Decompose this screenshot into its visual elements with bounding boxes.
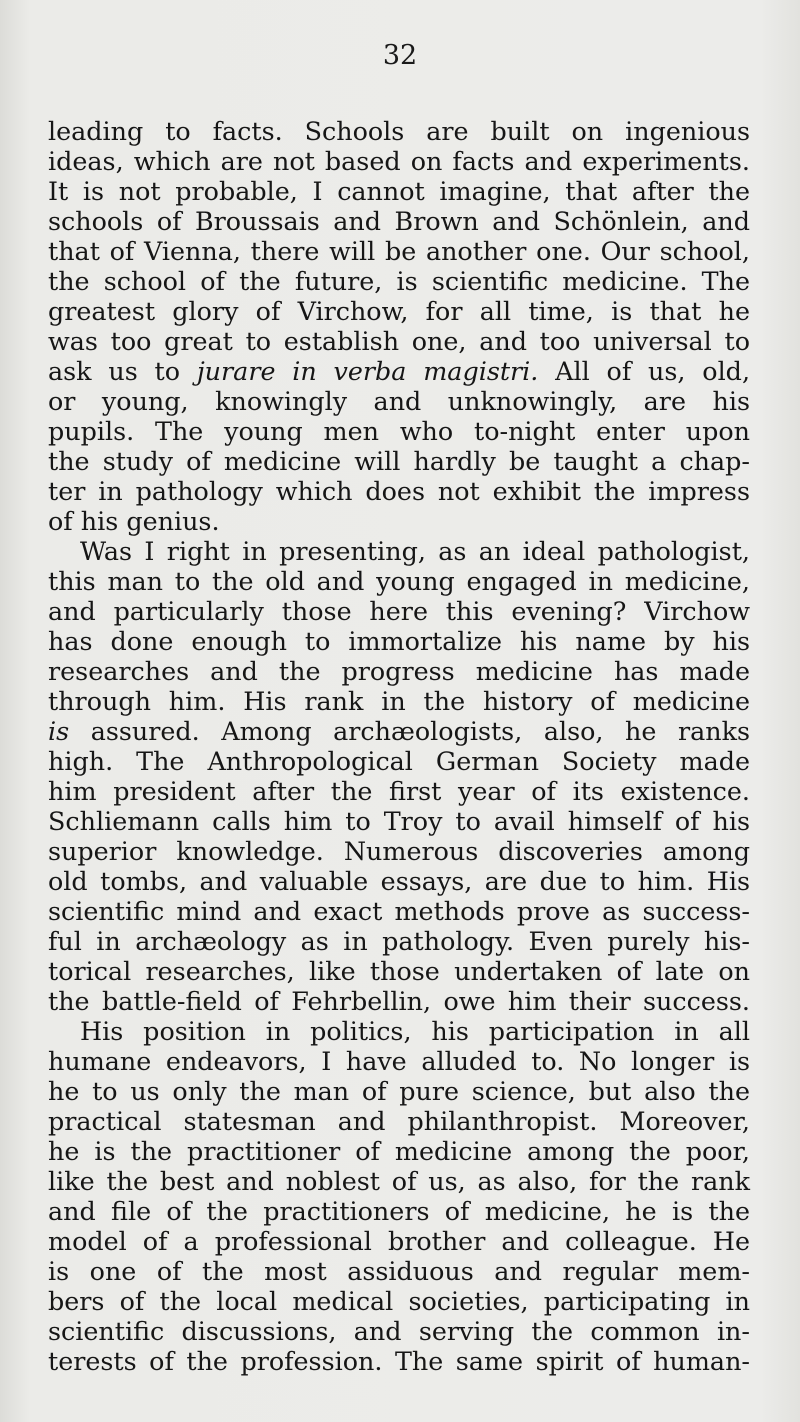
text-line: ter in pathology which does not exhibit the impress: [48, 476, 750, 506]
page-number: 32: [382, 40, 418, 71]
text-line: this man to the old and young engaged in medicine,: [48, 566, 750, 596]
text-line: he is the practitioner of medicine among the poor,: [48, 1136, 750, 1166]
text-line: of his genius.: [48, 506, 220, 536]
text-line: It is not probable, I cannot imagine, that after the: [48, 176, 750, 206]
text-line: and particularly those here this evening? Virchow: [48, 596, 750, 626]
text-line: is one of the most assiduous and regular mem-: [48, 1256, 750, 1286]
text-line: the school of the future, is scientific medicine. The: [48, 266, 750, 296]
text-line: Schliemann calls him to Troy to avail himself of his: [48, 806, 750, 836]
text-line: greatest glory of Virchow, for all time, is that he: [48, 296, 750, 326]
text-line: torical researches, like those undertaken of late on: [48, 956, 750, 986]
text-line: researches and the progress medicine has made: [48, 656, 750, 686]
text-line: scientific discussions, and serving the common in-: [48, 1316, 750, 1346]
text-line: him president after the first year of its existence.: [48, 776, 750, 806]
text-line: the study of medicine will hardly be taught a chap-: [48, 446, 750, 476]
text-line: he to us only the man of pure science, but also the: [48, 1076, 750, 1106]
paragraph-start-line: Was I right in presenting, as an ideal pathologist,: [80, 536, 750, 566]
text-line: ful in archæology as in pathology. Even purely his-: [48, 926, 750, 956]
text-line: and file of the practitioners of medicine, he is the: [48, 1196, 750, 1226]
text-line: pupils. The young men who to-night enter upon: [48, 416, 750, 446]
line-text: All of us, old,: [538, 356, 751, 386]
text-line: like the best and noblest of us, as also, for the rank: [48, 1166, 750, 1196]
text-line: leading to facts. Schools are built on ingenious: [48, 116, 750, 146]
text-line: has done enough to immortalize his name by his: [48, 626, 750, 656]
body-text: [48, 116, 750, 1376]
paragraph-start-line: His position in politics, his participation in all: [80, 1016, 750, 1046]
text-line: model of a professional brother and colleague. He: [48, 1226, 750, 1256]
text-line: the battle-field of Fehrbellin, owe him their success.: [48, 986, 750, 1016]
emphasis-word: is: [48, 716, 70, 746]
text-line: ideas, which are not based on facts and experiments.: [48, 146, 750, 176]
text-line: old tombs, and valuable essays, are due to him. His: [48, 866, 750, 896]
latin-phrase: jurare in verba magistri.: [196, 356, 539, 386]
text-line: superior knowledge. Numerous discoveries among: [48, 836, 750, 866]
text-line: humane endeavors, I have alluded to. No longer is: [48, 1046, 750, 1076]
line-text: assured. Among archæologists, also, he ranks: [69, 716, 750, 746]
text-line: terests of the profession. The same spirit of human-: [48, 1346, 750, 1376]
text-line: schools of Broussais and Brown and Schönlein, and: [48, 206, 750, 236]
text-line: scientific mind and exact methods prove as success-: [48, 896, 750, 926]
text-line: practical statesman and philanthropist. Moreover,: [48, 1106, 750, 1136]
text-line: high. The Anthropological German Society made: [48, 746, 750, 776]
line-text: ask us to: [48, 356, 197, 386]
text-line: [48, 356, 750, 386]
text-line: through him. His rank in the history of medicine: [48, 686, 750, 716]
text-line: bers of the local medical societies, participating in: [48, 1286, 750, 1316]
text-line: was too great to establish one, and too universal to: [48, 326, 750, 356]
text-line: or young, knowingly and unknowingly, are his: [48, 386, 750, 416]
text-line: [48, 716, 750, 746]
text-line: that of Vienna, there will be another one. Our school,: [48, 236, 750, 266]
